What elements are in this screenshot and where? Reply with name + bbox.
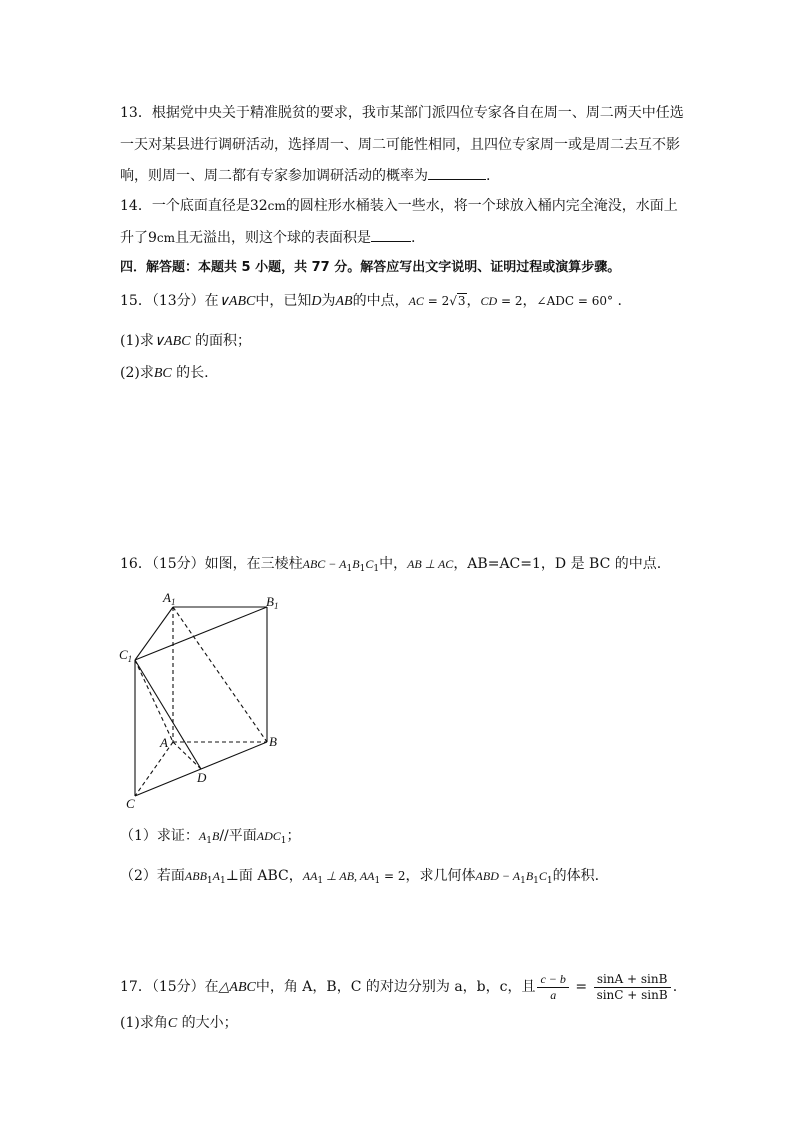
label-a: A bbox=[160, 735, 168, 750]
q14-line-1 bbox=[120, 196, 678, 216]
edge-c1-d bbox=[135, 660, 201, 769]
q16-p2-text-a: （2）若面 bbox=[120, 868, 185, 884]
q16-p1-b: B bbox=[212, 829, 220, 843]
label-b: B bbox=[269, 734, 277, 749]
q15-ac-label: AC bbox=[408, 294, 424, 308]
q13-line-1 bbox=[120, 103, 684, 123]
q16-p1-plane: ADC bbox=[256, 829, 281, 843]
q14-text-1b: 的圆柱形水桶装入一些水，将一个球放入桶内完全淹没，水面上 bbox=[285, 198, 678, 214]
q15-point-d: D bbox=[311, 294, 322, 309]
q15-line-1 bbox=[120, 291, 622, 312]
q15-p1-text-a: (1)求 bbox=[120, 333, 154, 349]
q16-p1-text-b: //平面 bbox=[219, 828, 257, 844]
q16-part-1 bbox=[120, 826, 301, 851]
q16-p2-c: C bbox=[538, 869, 547, 883]
q16-p2-perp: ⊥ AB, AA bbox=[323, 869, 375, 883]
q16-p2-face-2: A bbox=[212, 869, 220, 883]
q15-part-2 bbox=[120, 363, 209, 384]
q15-p2-bc: BC bbox=[153, 366, 172, 381]
q17-fraction-left bbox=[537, 972, 568, 1003]
q16-p2-sub-2: 1 bbox=[220, 876, 226, 886]
q15-ac-eq: = 2 bbox=[423, 294, 450, 308]
q14-period: . bbox=[411, 230, 416, 246]
q16-p1-sub: 1 bbox=[206, 836, 212, 846]
q17-line-1 bbox=[120, 969, 677, 1006]
q15-text-1: 中，已知 bbox=[255, 293, 312, 309]
q16-p2-sub-7: 1 bbox=[546, 876, 553, 886]
q16-p1-a: A bbox=[198, 829, 207, 843]
q16-prism-a: ABC − A bbox=[302, 557, 347, 571]
q16-prefix: 16．（15分）如图，在三棱柱 bbox=[120, 556, 303, 572]
q16-p2-end: 的体积. bbox=[552, 868, 600, 884]
q15-angle: ∠ADC = 60° bbox=[536, 294, 614, 308]
q13-text-2: 一天对某县进行调研活动，选择周一、周二可能性相同，且四位专家周一或是周二去互不影 bbox=[120, 137, 680, 153]
q13-line-3 bbox=[120, 165, 490, 186]
q14-line-2 bbox=[120, 227, 415, 248]
q15-p2-text-a: (2)求 bbox=[120, 365, 154, 381]
q14-text-1a: 14．一个底面直径是 bbox=[120, 198, 250, 214]
q16-p2-sub-1: 1 bbox=[206, 876, 213, 886]
q14-answer-blank[interactable] bbox=[371, 227, 411, 242]
q16-p1-sub-2: 1 bbox=[280, 836, 287, 846]
q17-text-1: 中，角 A，B，C 的对边分别为 a，b，c，且 bbox=[255, 979, 536, 995]
q15-triangle: ∨ABC bbox=[218, 294, 256, 309]
q16-p2-aa: AA bbox=[302, 869, 318, 883]
q16-prism-b: B bbox=[352, 557, 360, 571]
q15-sqrt: √3 bbox=[449, 294, 466, 308]
edge-c1-b1 bbox=[135, 607, 267, 660]
q14-text-2b: 且无溢出，则这个球的表面积是 bbox=[175, 230, 372, 246]
q17-frac2-den: sinC + sinB bbox=[596, 987, 668, 1002]
q16-p2-sub-5: 1 bbox=[520, 876, 526, 886]
edge-a1-b bbox=[173, 607, 267, 742]
q15-segment-ab: AB bbox=[335, 294, 353, 309]
q15-text-3: 的中点， bbox=[352, 293, 409, 309]
prism-figure bbox=[115, 588, 295, 812]
q16-p2-text-c: ，求几何体 bbox=[405, 868, 476, 884]
q13-line-2 bbox=[120, 135, 680, 155]
q16-p2-sub-4: 1 bbox=[374, 876, 381, 886]
q16-text-1: 中， bbox=[379, 556, 408, 572]
q17-p1-text-a: (1)求角 bbox=[120, 1015, 168, 1031]
q13-answer-blank[interactable] bbox=[428, 165, 486, 180]
q15-sep-1: ， bbox=[466, 293, 481, 309]
q15-p1-triangle: ∨ABC bbox=[153, 334, 191, 349]
q16-p2-eq: = 2 bbox=[380, 869, 406, 883]
edge-c1-a bbox=[135, 660, 173, 742]
q17-prefix: 17．（15分）在 bbox=[120, 979, 219, 995]
q17-frac2-num: sinA + sinB bbox=[594, 972, 671, 988]
q16-prism-sub-2: 1 bbox=[359, 564, 366, 574]
q17-triangle: △ABC bbox=[218, 980, 256, 995]
q13-period: . bbox=[486, 168, 491, 184]
label-b1: $B_1$ bbox=[266, 594, 279, 611]
q16-p2-sub-3: 1 bbox=[317, 876, 324, 886]
q15-cd-label: CD bbox=[480, 294, 498, 308]
q16-p1-end: ； bbox=[286, 828, 301, 844]
section-4-heading bbox=[120, 258, 620, 278]
label-c: C bbox=[126, 796, 135, 811]
q17-fraction-right bbox=[594, 972, 671, 1003]
q17-eq: = bbox=[570, 979, 592, 995]
q16-p2-solid: ABD − A bbox=[475, 869, 521, 883]
label-d: D bbox=[197, 770, 207, 785]
q15-sep-2: ， bbox=[522, 293, 537, 309]
q17-p1-text-b: 的大小； bbox=[177, 1015, 238, 1031]
q15-sqrt-arg: 3 bbox=[457, 294, 466, 308]
q14-text-2a: 升了 bbox=[120, 230, 148, 246]
label-a1: $A_1$ bbox=[163, 590, 176, 607]
q17-part-1 bbox=[120, 1013, 238, 1034]
q13-text-3: 响，则周一、周二都有专家参加调研活动的概率为 bbox=[120, 168, 428, 184]
q15-p2-text-b: 的长. bbox=[171, 365, 209, 381]
q16-p2-b: B bbox=[525, 869, 534, 883]
q13-text-1: 13．根据党中央关于精准脱贫的要求，我市某部门派四位专家各自在周一、周二两天中任选 bbox=[120, 105, 684, 121]
q17-frac1-den: a bbox=[550, 987, 557, 1002]
q16-part-2 bbox=[120, 866, 599, 891]
q17-end: . bbox=[672, 979, 678, 995]
q17-frac1-num: c − b bbox=[537, 972, 568, 988]
q16-p2-text-b: ⊥面 ABC， bbox=[225, 868, 303, 884]
q17-p1-c: C bbox=[167, 1016, 178, 1031]
q16-p2-sub-6: 1 bbox=[533, 876, 539, 886]
q16-prism-sub-3: 1 bbox=[373, 564, 380, 574]
q14-unit-cm-2: cm bbox=[156, 231, 176, 245]
section-4-text: 四．解答题：本题共 5 小题，共 77 分。解答应写出文字说明、证明过程或演算步骤。 bbox=[120, 260, 621, 275]
q16-perp: AB ⊥ AC bbox=[407, 557, 454, 571]
label-c1: $C_1$ bbox=[119, 647, 133, 664]
q16-text-2: ，AB=AC=1，D 是 BC 的中点. bbox=[453, 556, 662, 572]
q15-part-1 bbox=[120, 331, 251, 352]
q14-unit-cm-1: cm bbox=[267, 199, 286, 213]
q15-cd-eq: = 2 bbox=[497, 294, 523, 308]
q16-prism-c: C bbox=[365, 557, 374, 571]
q16-line-1 bbox=[120, 554, 661, 579]
q14-rise-value: 9 bbox=[148, 230, 157, 246]
q15-text-2: 为 bbox=[321, 293, 336, 309]
q14-diameter-value: 32 bbox=[249, 198, 268, 214]
q16-p1-text-a: （1）求证： bbox=[120, 828, 199, 844]
q16-prism-sub-1: 1 bbox=[346, 564, 353, 574]
q16-p2-face: ABB bbox=[184, 869, 207, 883]
q15-p1-text-b: 的面积； bbox=[190, 333, 251, 349]
q15-end: . bbox=[613, 293, 622, 309]
q15-prefix: 15．（13分）在 bbox=[120, 293, 219, 309]
